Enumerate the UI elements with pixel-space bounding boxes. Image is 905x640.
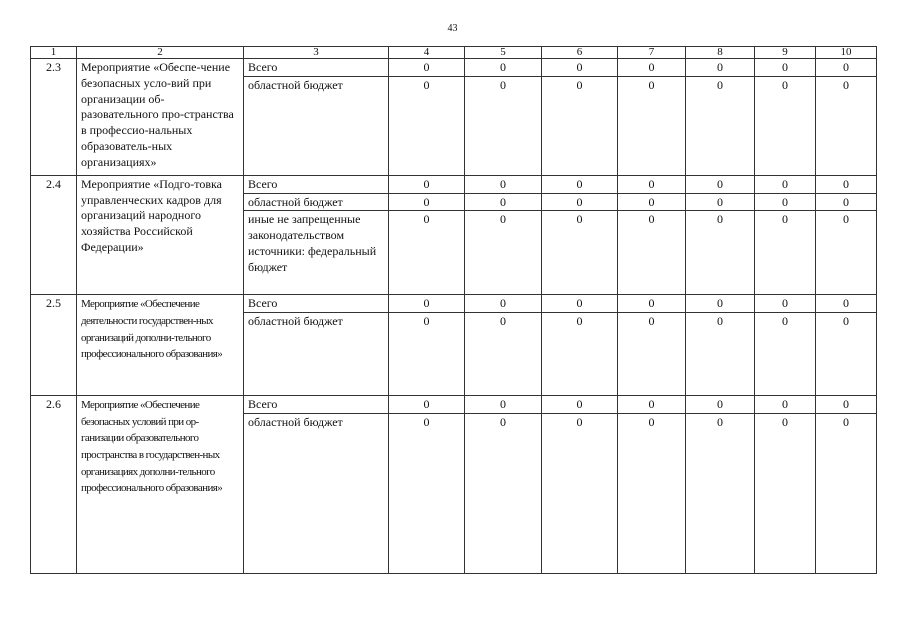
- value-cell: 0: [618, 295, 686, 313]
- value-cell: 0: [755, 413, 816, 573]
- funding-source: Всего: [244, 175, 389, 193]
- value-cell: 0: [816, 59, 877, 77]
- value-cell: 0: [618, 193, 686, 211]
- value-cell: 0: [686, 295, 755, 313]
- table-row: [31, 59, 877, 77]
- value-cell: 0: [755, 295, 816, 313]
- value-cell: 0: [755, 175, 816, 193]
- value-cell: 0: [618, 413, 686, 573]
- value-cell: 0: [755, 193, 816, 211]
- value-cell: 0: [465, 175, 542, 193]
- value-cell: 0: [465, 193, 542, 211]
- value-cell: 0: [755, 313, 816, 396]
- value-cell: 0: [465, 413, 542, 573]
- value-cell: 0: [686, 396, 755, 414]
- value-cell: 0: [816, 76, 877, 175]
- value-cell: 0: [686, 59, 755, 77]
- column-header: 3: [244, 47, 389, 59]
- value-cell: 0: [465, 211, 542, 295]
- column-header: 2: [77, 47, 244, 59]
- value-cell: 0: [542, 175, 618, 193]
- value-cell: 0: [389, 295, 465, 313]
- activity-description: Мероприятие «Обеспе-чение безопасных усло-вий при организации об-разовательного про-странства в профессио-нальных образователь-ных организациях»: [77, 59, 244, 176]
- value-cell: 0: [389, 59, 465, 77]
- value-cell: 0: [816, 211, 877, 295]
- value-cell: 0: [542, 295, 618, 313]
- header-row: [31, 47, 877, 59]
- value-cell: 0: [618, 396, 686, 414]
- activity-description: Мероприятие «Обеспечение безопасных условий при ор-ганизации образовательного пространства в государствен-ных организациях дополни-тельного профессионального образования»: [77, 396, 244, 574]
- value-cell: 0: [542, 193, 618, 211]
- value-cell: 0: [389, 76, 465, 175]
- value-cell: 0: [465, 59, 542, 77]
- funding-source: областной бюджет: [244, 193, 389, 211]
- value-cell: 0: [686, 313, 755, 396]
- value-cell: 0: [542, 59, 618, 77]
- value-cell: 0: [618, 313, 686, 396]
- funding-source: иные не запрещенные законодательством источники: федеральный бюджет: [244, 211, 389, 295]
- table-row: [31, 295, 877, 313]
- value-cell: 0: [389, 175, 465, 193]
- column-header: 1: [31, 47, 77, 59]
- value-cell: 0: [686, 193, 755, 211]
- row-number: 2.6: [31, 396, 77, 574]
- value-cell: 0: [618, 211, 686, 295]
- row-number: 2.3: [31, 59, 77, 176]
- funding-source: областной бюджет: [244, 76, 389, 175]
- value-cell: 0: [816, 193, 877, 211]
- value-cell: 0: [816, 396, 877, 414]
- value-cell: 0: [755, 76, 816, 175]
- activity-description: Мероприятие «Подго-товка управленческих кадров для организаций народного хозяйства Российской Федерации»: [77, 175, 244, 295]
- page-number: 43: [447, 23, 458, 34]
- funding-source: Всего: [244, 59, 389, 77]
- value-cell: 0: [686, 413, 755, 573]
- funding-source: областной бюджет: [244, 313, 389, 396]
- value-cell: 0: [542, 396, 618, 414]
- value-cell: 0: [465, 396, 542, 414]
- funding-source: Всего: [244, 396, 389, 414]
- value-cell: 0: [389, 313, 465, 396]
- value-cell: 0: [389, 193, 465, 211]
- column-header: 9: [755, 47, 816, 59]
- value-cell: 0: [618, 175, 686, 193]
- funding-source: Всего: [244, 295, 389, 313]
- value-cell: 0: [389, 396, 465, 414]
- budget-table: [30, 46, 877, 574]
- value-cell: 0: [542, 211, 618, 295]
- value-cell: 0: [618, 76, 686, 175]
- value-cell: 0: [465, 313, 542, 396]
- value-cell: 0: [465, 76, 542, 175]
- value-cell: 0: [686, 211, 755, 295]
- value-cell: 0: [542, 413, 618, 573]
- value-cell: 0: [465, 295, 542, 313]
- value-cell: 0: [542, 76, 618, 175]
- table-row: [31, 175, 877, 193]
- column-header: 4: [389, 47, 465, 59]
- value-cell: 0: [816, 313, 877, 396]
- value-cell: 0: [389, 211, 465, 295]
- value-cell: 0: [755, 396, 816, 414]
- value-cell: 0: [755, 211, 816, 295]
- column-header: 10: [816, 47, 877, 59]
- column-header: 6: [542, 47, 618, 59]
- value-cell: 0: [755, 59, 816, 77]
- column-header: 5: [465, 47, 542, 59]
- value-cell: 0: [686, 76, 755, 175]
- column-header: 8: [686, 47, 755, 59]
- value-cell: 0: [686, 175, 755, 193]
- value-cell: 0: [542, 313, 618, 396]
- activity-description: Мероприятие «Обеспечение деятельности государствен-ных организаций дополни-тельного профессионального образования»: [77, 295, 244, 396]
- table-row: [31, 396, 877, 414]
- row-number: 2.5: [31, 295, 77, 396]
- column-header: 7: [618, 47, 686, 59]
- value-cell: 0: [816, 413, 877, 573]
- value-cell: 0: [389, 413, 465, 573]
- value-cell: 0: [618, 59, 686, 77]
- value-cell: 0: [816, 295, 877, 313]
- row-number: 2.4: [31, 175, 77, 295]
- value-cell: 0: [816, 175, 877, 193]
- funding-source: областной бюджет: [244, 413, 389, 573]
